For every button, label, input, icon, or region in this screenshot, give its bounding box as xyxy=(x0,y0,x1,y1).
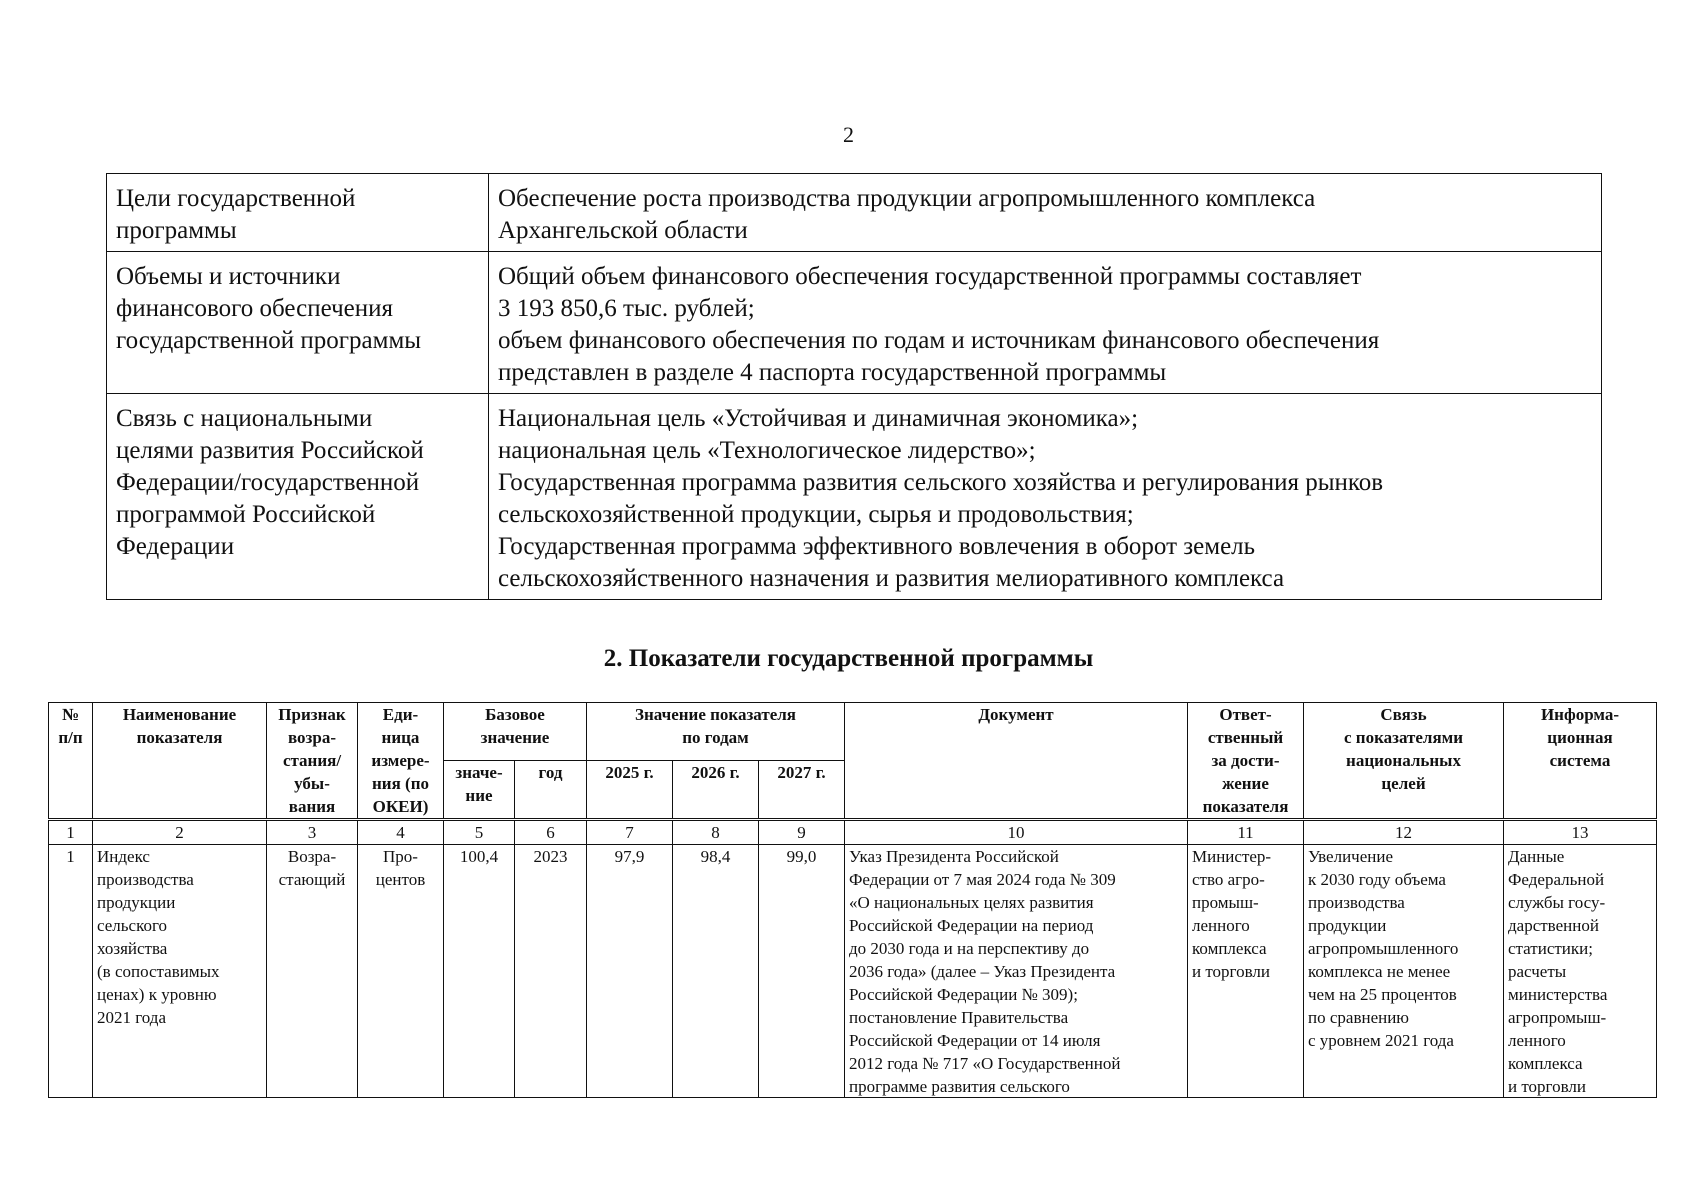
section-title: 2. Показатели государственной программы xyxy=(603,645,1094,672)
cell-line: службы госу- xyxy=(1508,893,1606,912)
col-header-base-value xyxy=(444,760,515,819)
column-number: 10 xyxy=(845,820,1188,845)
passport-key-line: Федерации/государственной xyxy=(116,469,420,496)
column-numbers-row xyxy=(49,820,1657,845)
column-number: 9 xyxy=(759,820,845,845)
passport-value-line: Государственная программа развития сельского хозяйства и регулирования рынков xyxy=(498,469,1384,496)
passport-value-line: Государственная программа эффективного вовлечения в оборот земель xyxy=(498,533,1256,560)
passport-value-line: Общий объем финансового обеспечения государственной программы составляет xyxy=(498,263,1362,290)
header-line: п/п xyxy=(58,728,83,747)
passport-key-line: программы xyxy=(116,217,237,244)
header-line: ница xyxy=(381,728,420,747)
cell-document xyxy=(845,845,1188,1098)
passport-key-line: целями развития Российской xyxy=(116,437,424,464)
cell-base-year: 2023 xyxy=(515,845,587,1098)
header-line: ние xyxy=(465,785,493,805)
header-line: национальных xyxy=(1346,751,1461,770)
cell-line: Федеральной xyxy=(1508,870,1605,889)
cell-info-system xyxy=(1504,845,1657,1098)
header-line: по годам xyxy=(682,728,749,747)
column-number: 7 xyxy=(587,820,673,845)
col-header-2026: 2026 г. xyxy=(673,760,759,819)
cell-line: ленного xyxy=(1508,1031,1566,1050)
cell-line: хозяйства xyxy=(97,939,168,958)
column-number: 12 xyxy=(1304,820,1504,845)
passport-value xyxy=(489,394,1602,600)
column-number: 3 xyxy=(267,820,358,845)
cell-line: производства xyxy=(1308,893,1405,912)
passport-row-national-goals xyxy=(107,394,1602,600)
cell-line: агропромыш- xyxy=(1508,1008,1607,1027)
table-row xyxy=(49,845,1657,1098)
cell-line: «О национальных целях развития xyxy=(849,893,1094,912)
header-line: № xyxy=(61,705,80,724)
cell-line: Российской Федерации от 14 июля xyxy=(849,1031,1101,1050)
header-line: система xyxy=(1549,751,1611,770)
cell-line: ценах) к уровню xyxy=(97,985,217,1004)
cell-line: производства xyxy=(97,870,194,889)
cell-line: с уровнем 2021 года xyxy=(1308,1031,1454,1050)
cell-line: расчеты xyxy=(1508,962,1567,981)
passport-key xyxy=(107,394,489,600)
passport-value-line: 3 193 850,6 тыс. рублей; xyxy=(498,295,755,322)
header-line: Еди- xyxy=(382,705,419,724)
program-passport-table xyxy=(106,173,1602,600)
passport-value-line: национальная цель «Технологическое лидерство»; xyxy=(498,437,1036,464)
passport-row-goals xyxy=(107,174,1602,252)
cell-line: комплекса xyxy=(1192,939,1267,958)
col-header-base-year: год xyxy=(515,760,587,819)
cell-line: Про- xyxy=(383,847,418,866)
col-header-2025: 2025 г. xyxy=(587,760,673,819)
cell-line: продукции xyxy=(1308,916,1387,935)
header-line: Ответ- xyxy=(1219,705,1272,724)
passport-key-line: финансового обеспечения xyxy=(116,295,394,322)
passport-key-line: государственной программы xyxy=(116,327,422,354)
col-header-link xyxy=(1304,703,1504,820)
cell-line: дарственной xyxy=(1508,916,1599,935)
cell-base-value: 100,4 xyxy=(444,845,515,1098)
passport-value-line: объем финансового обеспечения по годам и источникам финансового обеспечения xyxy=(498,327,1380,354)
header-line: показателя xyxy=(1202,797,1289,816)
cell-line: 2021 года xyxy=(97,1008,167,1027)
passport-value-line: сельскохозяйственного назначения и развития мелиоративного комплекса xyxy=(498,565,1285,592)
column-number: 11 xyxy=(1188,820,1304,845)
col-header-info-system xyxy=(1504,703,1657,820)
cell-value-2025: 97,9 xyxy=(587,845,673,1098)
header-line: целей xyxy=(1381,774,1426,793)
passport-value xyxy=(489,174,1602,252)
header-line: убы- xyxy=(294,774,330,793)
header-line: вания xyxy=(288,797,336,816)
column-number: 5 xyxy=(444,820,515,845)
cell-line: программе развития сельского xyxy=(849,1077,1070,1096)
col-header-name xyxy=(93,703,267,820)
cell-line: стающий xyxy=(278,870,346,889)
col-header-2027: 2027 г. xyxy=(759,760,845,819)
header-line: Значение показателя xyxy=(635,705,796,724)
cell-national-goals-link xyxy=(1304,845,1504,1098)
cell-line: Данные xyxy=(1508,847,1565,866)
page-number: 2 xyxy=(843,122,854,147)
column-number: 6 xyxy=(515,820,587,845)
cell-line: 2012 года № 717 «О Государственной xyxy=(849,1054,1121,1073)
cell-line: Увеличение xyxy=(1308,847,1394,866)
cell-line: по сравнению xyxy=(1308,1008,1410,1027)
cell-line: Индекс xyxy=(97,847,150,866)
col-header-responsible xyxy=(1188,703,1304,820)
cell-line: до 2030 года и на перспективу до xyxy=(849,939,1090,958)
col-header-document: Документ xyxy=(845,703,1188,820)
cell-line: ленного xyxy=(1192,916,1250,935)
header-line: значение xyxy=(480,728,550,747)
header-line: жение xyxy=(1222,774,1269,793)
cell-line: агропромышленного xyxy=(1308,939,1459,958)
header-line: возра- xyxy=(287,728,336,747)
cell-line: Федерации от 7 мая 2024 года № 309 xyxy=(849,870,1116,889)
header-line: за дости- xyxy=(1211,751,1280,770)
passport-key-line: Федерации xyxy=(116,533,235,560)
cell-line: статистики; xyxy=(1508,939,1593,958)
cell-line: промыш- xyxy=(1192,893,1259,912)
passport-value xyxy=(489,252,1602,394)
passport-key-line: Связь с национальными xyxy=(116,405,373,432)
header-line: ственный xyxy=(1207,728,1284,747)
passport-value-line: представлен в разделе 4 паспорта государственной программы xyxy=(498,359,1167,386)
passport-key-line: Цели государственной xyxy=(116,185,356,212)
cell-line: ство агро- xyxy=(1192,870,1265,889)
cell-line: комплекса xyxy=(1508,1054,1583,1073)
header-line: Признак xyxy=(278,705,346,724)
passport-key xyxy=(107,252,489,394)
col-header-sign xyxy=(267,703,358,820)
col-header-values-by-year xyxy=(587,703,845,761)
cell-line: Возра- xyxy=(287,847,337,866)
header-line: ОКЕИ) xyxy=(372,797,429,816)
cell-line: министерства xyxy=(1508,985,1608,1004)
column-number: 8 xyxy=(673,820,759,845)
header-line: значе- xyxy=(455,762,503,782)
cell-sign xyxy=(267,845,358,1098)
cell-line: и торговли xyxy=(1508,1077,1586,1096)
cell-line: продукции xyxy=(97,893,176,912)
header-line: ционная xyxy=(1547,728,1613,747)
cell-line: (в сопоставимых xyxy=(97,962,220,981)
indicators-table xyxy=(48,702,1657,1098)
header-line: Информа- xyxy=(1540,705,1620,724)
passport-value-line: Национальная цель «Устойчивая и динамичная экономика»; xyxy=(498,405,1139,432)
cell-value-2027: 99,0 xyxy=(759,845,845,1098)
passport-value-line: Архангельской области xyxy=(498,217,748,244)
header-line: Связь xyxy=(1380,705,1427,724)
cell-line: к 2030 году объема xyxy=(1308,870,1446,889)
cell-line: постановление Правительства xyxy=(849,1008,1069,1027)
cell-line: сельского xyxy=(97,916,168,935)
col-header-unit xyxy=(358,703,444,820)
cell-line: Указ Президента Российской xyxy=(849,847,1059,866)
passport-key-line: Объемы и источники xyxy=(116,263,341,290)
header-line: измере- xyxy=(371,751,430,770)
cell-line: Российской Федерации № 309); xyxy=(849,985,1078,1004)
col-header-base xyxy=(444,703,587,761)
cell-line: чем на 25 процентов xyxy=(1308,985,1457,1004)
header-line: показателя xyxy=(136,728,223,747)
column-number: 13 xyxy=(1504,820,1657,845)
header-line: ния (по xyxy=(372,774,429,793)
header-line: Наименование xyxy=(122,705,237,724)
cell-line: Российской Федерации на период xyxy=(849,916,1094,935)
header-line: стания/ xyxy=(282,751,342,770)
col-header-num xyxy=(49,703,93,820)
column-number: 1 xyxy=(49,820,93,845)
header-line: Базовое xyxy=(485,705,545,724)
cell-line: центов xyxy=(375,870,426,889)
cell-line: 2036 года» (далее – Указ Президента xyxy=(849,962,1116,981)
passport-key-line: программой Российской xyxy=(116,501,376,528)
header-row xyxy=(49,703,1657,761)
passport-row-financing xyxy=(107,252,1602,394)
passport-value-line: Обеспечение роста производства продукции агропромышленного комплекса xyxy=(498,185,1316,212)
cell-line: комплекса не менее xyxy=(1308,962,1451,981)
cell-name xyxy=(93,845,267,1098)
column-number: 2 xyxy=(93,820,267,845)
cell-num: 1 xyxy=(49,845,93,1098)
cell-value-2026: 98,4 xyxy=(673,845,759,1098)
header-line: с показателями xyxy=(1343,728,1464,747)
cell-line: Министер- xyxy=(1192,847,1272,866)
cell-unit xyxy=(358,845,444,1098)
column-number: 4 xyxy=(358,820,444,845)
passport-value-line: сельскохозяйственной продукции, сырья и продовольствия; xyxy=(498,501,1134,528)
passport-key xyxy=(107,174,489,252)
cell-responsible xyxy=(1188,845,1304,1098)
cell-line: и торговли xyxy=(1192,962,1270,981)
